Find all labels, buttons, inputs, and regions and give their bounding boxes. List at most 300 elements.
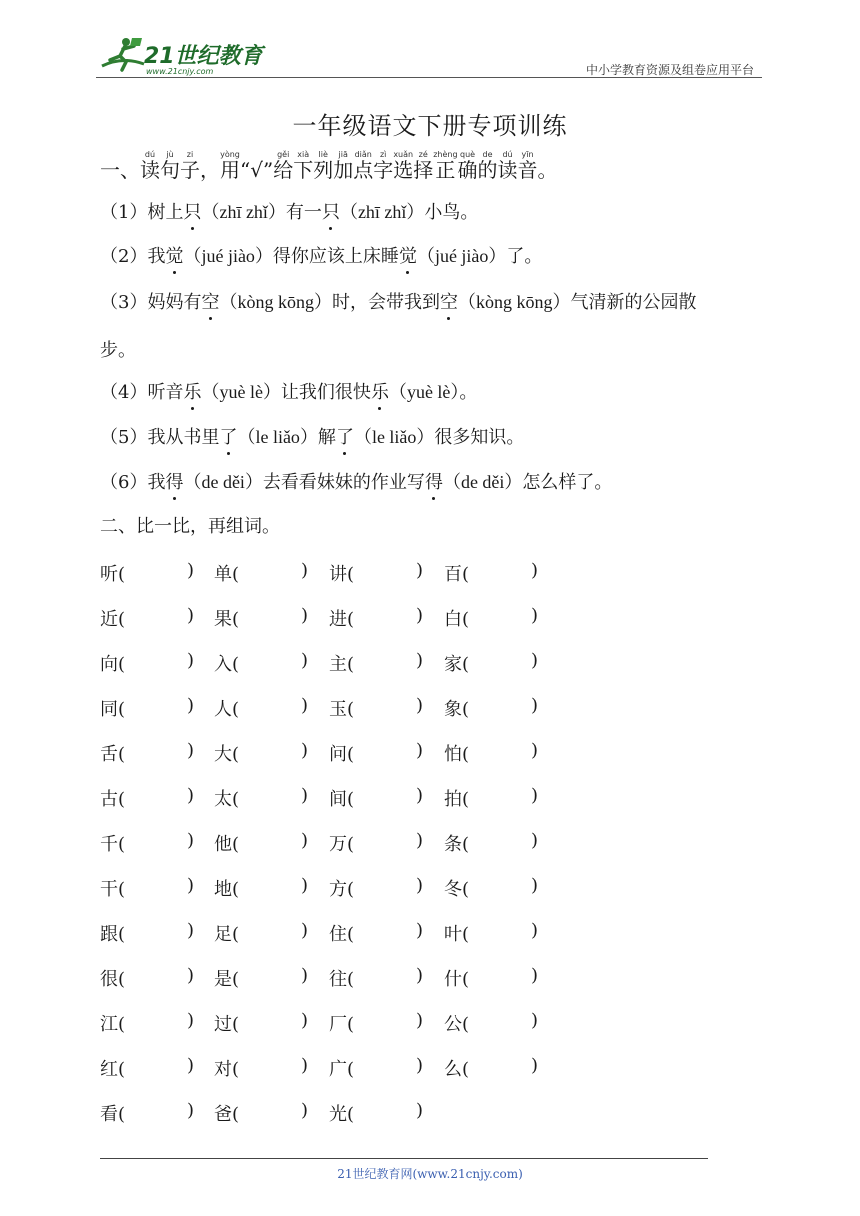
dotted-char: 了 [336,423,354,449]
compare-char: 古 [100,789,118,810]
compare-char: 白 [444,609,462,630]
answer-blank-open: ( [347,744,355,765]
question-text: （ [457,292,476,313]
answer-blank-close: ) [416,605,424,626]
answer-blank-open: ( [462,1059,470,1080]
instruction-han: 。 [537,158,558,182]
compare-cell[interactable] [329,740,424,766]
section2-heading: 二、比一比，再组词。 [100,516,280,537]
answer-blank-close: ) [301,830,309,851]
dotted-char: 了 [219,423,237,449]
answer-blank-open: ( [462,834,470,855]
pinyin-option[interactable]: zhī zhǐ [357,202,407,222]
dotted-char: 乐 [371,378,389,404]
question-text: ）得你应该上床睡 [254,246,399,267]
instruction-char [433,150,458,182]
question-text: （ [416,246,435,267]
question-text: ）怎么样了。 [504,472,613,493]
answer-blank-close: ) [301,875,309,896]
compare-char: 住 [329,924,347,945]
answer-blank-open: ( [347,789,355,810]
header-divider [96,77,762,78]
answer-blank-close: ) [416,785,424,806]
question-text: （ [388,382,407,403]
question-1 [100,198,478,224]
answer-blank-close: ) [301,1010,309,1031]
compare-char: 什 [444,969,462,990]
answer-blank-close: ) [416,875,424,896]
pinyin-option[interactable]: de děi [460,472,505,492]
compare-cell[interactable] [214,785,309,811]
compare-cell[interactable] [444,830,539,856]
compare-cell[interactable] [444,1055,539,1081]
answer-blank-close: ) [416,740,424,761]
compare-char: 千 [100,834,118,855]
compare-char: 拍 [444,789,462,810]
pinyin-option[interactable]: de děi [201,472,245,492]
compare-cell[interactable] [444,605,539,631]
compare-cell[interactable] [100,650,195,676]
answer-blank-open: ( [118,1014,126,1035]
instruction-char [313,150,334,182]
instruction-char [497,150,518,182]
instruction-pinyin: xià [293,150,314,159]
instruction-char [273,150,294,182]
compare-char: 万 [329,834,347,855]
instruction-pinyin: gěi [273,150,294,159]
compare-char: 他 [214,834,232,855]
question-text: ）让我们很快 [262,382,371,403]
answer-blank-close: ) [187,560,195,581]
pinyin-option[interactable]: kòng kōng [475,292,553,312]
instruction-char [538,158,558,182]
site-logo [96,36,266,78]
instruction-char [457,150,478,182]
compare-char: 红 [100,1059,118,1080]
compare-cell[interactable] [444,965,539,991]
question-text: （ [353,427,372,448]
answer-blank-close: ) [416,695,424,716]
compare-cell[interactable] [100,605,195,631]
answer-blank-open: ( [118,924,126,945]
answer-blank-open: ( [232,834,240,855]
instruction-han: “√” [240,158,274,182]
pinyin-option[interactable]: le liǎo [371,427,417,447]
question-text: ）气清新的公园散 [552,292,697,313]
compare-char: 爸 [214,1104,232,1125]
answer-blank-close: ) [301,1100,309,1121]
instruction-char [413,150,434,182]
instruction-char [200,158,220,182]
compare-cell[interactable] [329,605,424,631]
instruction-han: 点 [353,158,374,182]
question-text: （ [201,382,220,403]
question-text: （ [183,472,202,493]
compare-char: 条 [444,834,462,855]
answer-blank-open: ( [232,1059,240,1080]
answer-blank-close: ) [301,695,309,716]
answer-blank-open: ( [232,699,240,720]
instruction-han: 读 [497,158,518,182]
answer-blank-open: ( [118,1104,126,1125]
question-text: （ [237,427,256,448]
question-text: （4）听音 [100,382,184,403]
compare-char: 是 [214,969,232,990]
instruction-han: 给 [273,158,294,182]
answer-blank-open: ( [462,744,470,765]
instruction-char [477,150,498,182]
pinyin-option[interactable]: jué jiào [201,246,255,266]
answer-blank-open: ( [118,879,126,900]
instruction-pinyin: de [477,150,498,159]
dotted-char: 空 [201,288,219,314]
compare-cell[interactable] [329,1010,424,1036]
compare-cell[interactable] [100,830,195,856]
question-text: （2）我 [100,246,166,267]
answer-blank-close: ) [416,1055,424,1076]
compare-cell[interactable] [444,695,539,721]
dotted-char: 乐 [183,378,201,404]
compare-cell[interactable] [214,875,309,901]
answer-blank-close: ) [531,785,539,806]
instruction-char [220,150,240,182]
answer-blank-open: ( [118,789,126,810]
compare-char: 玉 [329,699,347,720]
compare-cell[interactable] [214,920,309,946]
answer-blank-close: ) [416,920,424,941]
instruction-pinyin: xuǎn [393,150,414,159]
question-text: （ [339,202,358,223]
answer-blank-open: ( [347,699,355,720]
answer-blank-close: ) [301,560,309,581]
compare-cell[interactable] [100,740,195,766]
compare-char: 问 [329,744,347,765]
instruction-pinyin: diǎn [353,150,374,159]
question-text: ）很多知识。 [416,427,525,448]
compare-cell[interactable] [329,560,424,586]
compare-cell[interactable] [444,740,539,766]
compare-cell[interactable] [100,1100,195,1126]
compare-char: 进 [329,609,347,630]
answer-blank-open: ( [462,879,470,900]
pinyin-option[interactable]: kòng kōng [237,292,314,312]
answer-blank-close: ) [416,1010,424,1031]
answer-blank-open: ( [347,834,355,855]
compare-cell[interactable] [444,875,539,901]
answer-blank-open: ( [232,1104,240,1125]
compare-cell[interactable] [329,785,424,811]
compare-char: 很 [100,969,118,990]
question-2 [100,242,542,268]
compare-char: 大 [214,744,232,765]
question-text: ）解 [299,427,336,448]
compare-char: 广 [329,1059,347,1080]
compare-char: 冬 [444,879,462,900]
compare-cell[interactable] [329,920,424,946]
footer-source: 21世纪教育网(www.21cnjy.com) [337,1167,523,1181]
answer-blank-close: ) [531,740,539,761]
instruction-han: 句 [160,158,180,182]
instruction-pinyin: yīn [517,150,538,159]
instruction-char [373,150,394,182]
compare-char: 公 [444,1014,462,1035]
question-text: ）有一 [267,202,322,223]
answer-blank-close: ) [301,740,309,761]
answer-blank-open: ( [462,654,470,675]
answer-blank-open: ( [232,744,240,765]
question-text: （3）妈妈有 [100,292,202,313]
answer-blank-open: ( [462,924,470,945]
header-platform-label: 中小学教育资源及组卷应用平台 [585,63,754,77]
instruction-pinyin: jiā [333,150,354,159]
compare-cell[interactable] [329,1100,424,1126]
answer-blank-close: ) [416,830,424,851]
question-3-continued: 步。 [100,340,136,361]
dotted-char: 得 [425,468,443,494]
answer-blank-close: ) [301,965,309,986]
compare-cell[interactable] [100,560,195,586]
answer-blank-close: ) [301,605,309,626]
dotted-char: 得 [165,468,183,494]
compare-char: 讲 [329,564,347,585]
answer-blank-open: ( [118,654,126,675]
answer-blank-close: ) [531,965,539,986]
compare-char: 方 [329,879,347,900]
compare-char: 象 [444,699,462,720]
answer-blank-open: ( [462,969,470,990]
pinyin-option[interactable]: yuè lè [406,382,451,402]
compare-cell[interactable] [444,920,539,946]
compare-cell[interactable] [214,1100,309,1126]
dotted-char: 觉 [165,242,183,268]
answer-blank-close: ) [187,785,195,806]
instruction-han: 用 [220,158,240,182]
answer-blank-close: ) [187,965,195,986]
pinyin-option[interactable]: jué jiào [434,246,489,266]
answer-blank-open: ( [462,564,470,585]
compare-char: 厂 [329,1014,347,1035]
compare-cell[interactable] [214,830,309,856]
answer-blank-close: ) [187,650,195,671]
question-3 [100,288,696,314]
answer-blank-close: ) [531,830,539,851]
compare-char: 人 [214,699,232,720]
answer-blank-close: ) [187,875,195,896]
dotted-char: 只 [183,198,201,224]
logo-text: 21世纪教育 [144,44,263,69]
instruction-char [353,150,374,182]
compare-cell[interactable] [329,875,424,901]
compare-cell[interactable] [214,1055,309,1081]
compare-char: 间 [329,789,347,810]
instruction-han: 正 [433,158,458,182]
instruction-han: 的 [477,158,498,182]
answer-blank-open: ( [347,1104,355,1125]
question-text: （ [183,246,202,267]
compare-cell[interactable] [214,695,309,721]
instruction-char [140,150,160,182]
compare-char: 过 [214,1014,232,1035]
answer-blank-open: ( [118,969,126,990]
compare-char: 主 [329,654,347,675]
answer-blank-open: ( [232,1014,240,1035]
section1-number: 一、 [100,158,140,182]
answer-blank-open: ( [118,564,126,585]
question-text: （1）树上 [100,202,184,223]
answer-blank-open: ( [462,1014,470,1035]
compare-cell[interactable] [100,920,195,946]
answer-blank-open: ( [232,564,240,585]
answer-blank-close: ) [531,695,539,716]
answer-blank-close: ) [187,1010,195,1031]
compare-cell[interactable] [444,560,539,586]
runner-logo-icon [96,36,266,78]
answer-blank-open: ( [347,564,355,585]
question-text: （5）我从书里 [100,427,220,448]
compare-char: 舌 [100,744,118,765]
answer-blank-close: ) [187,1055,195,1076]
answer-blank-close: ) [187,920,195,941]
question-4 [100,378,477,404]
compare-cell[interactable] [214,650,309,676]
answer-blank-close: ) [531,920,539,941]
answer-blank-open: ( [232,654,240,675]
instruction-char [393,150,414,182]
answer-blank-open: ( [347,609,355,630]
page-title: 一年级语文下册专项训练 [292,112,568,140]
compare-cell[interactable] [329,650,424,676]
answer-blank-open: ( [118,609,126,630]
answer-blank-close: ) [301,650,309,671]
compare-char: 单 [214,564,232,585]
answer-blank-open: ( [462,789,470,810]
instruction-pinyin: jù [160,150,180,159]
instruction-pinyin: què [457,150,478,159]
compare-cell[interactable] [214,965,309,991]
answer-blank-open: ( [462,609,470,630]
compare-cell[interactable] [214,740,309,766]
compare-cell[interactable] [329,830,424,856]
question-text: ）小鸟。 [406,202,479,223]
compare-char: 近 [100,609,118,630]
instruction-pinyin: yòng [220,150,240,159]
answer-blank-close: ) [531,875,539,896]
section1-instruction [100,150,558,183]
instruction-han: 读 [140,158,160,182]
question-text: （ [442,472,461,493]
answer-blank-open: ( [462,699,470,720]
answer-blank-close: ) [416,965,424,986]
answer-blank-close: ) [301,1055,309,1076]
instruction-char [240,158,273,182]
dotted-char: 只 [322,198,340,224]
compare-char: 入 [214,654,232,675]
answer-blank-open: ( [232,609,240,630]
pinyin-option[interactable]: le liǎo [255,427,300,447]
instruction-pinyin: dú [140,150,160,159]
question-text: （6）我 [100,472,166,493]
instruction-han: 择 [413,158,434,182]
instruction-pinyin: zhèng [433,150,458,159]
answer-blank-open: ( [347,924,355,945]
answer-blank-open: ( [232,924,240,945]
question-text: （ [201,202,220,223]
compare-char: 果 [214,609,232,630]
instruction-pinyin: zi [180,150,200,159]
compare-char: 百 [444,564,462,585]
answer-blank-close: ) [187,830,195,851]
instruction-pinyin: zé [413,150,434,159]
answer-blank-close: ) [416,650,424,671]
answer-blank-close: ) [531,1055,539,1076]
compare-cell[interactable] [329,695,424,721]
compare-cell[interactable] [329,1055,424,1081]
pinyin-option[interactable]: yuè lè [219,382,263,402]
answer-blank-open: ( [118,1059,126,1080]
compare-cell[interactable] [100,695,195,721]
compare-cell[interactable] [444,1010,539,1036]
dotted-char: 觉 [399,242,417,268]
compare-cell[interactable] [100,785,195,811]
answer-blank-close: ) [531,1010,539,1031]
compare-char: 足 [214,924,232,945]
pinyin-option[interactable]: zhī zhǐ [219,202,268,222]
question-text: （ [219,292,238,313]
compare-cell[interactable] [444,785,539,811]
question-text: ）去看看妹妹的作业写 [244,472,425,493]
answer-blank-open: ( [347,1014,355,1035]
compare-char: 向 [100,654,118,675]
logo-url: www.21cnjy.com [146,67,214,76]
compare-char: 跟 [100,924,118,945]
compare-cell[interactable] [214,1010,309,1036]
compare-cell[interactable] [444,650,539,676]
instruction-han: ， [200,158,220,182]
answer-blank-close: ) [187,1100,195,1121]
answer-blank-close: ) [416,1100,424,1121]
compare-cell[interactable] [100,965,195,991]
compare-char: 么 [444,1059,462,1080]
compare-cell[interactable] [100,875,195,901]
instruction-han: 加 [333,158,354,182]
instruction-char [160,150,180,182]
instruction-han: 列 [313,158,334,182]
compare-cell[interactable] [214,605,309,631]
compare-char: 家 [444,654,462,675]
answer-blank-open: ( [232,879,240,900]
answer-blank-close: ) [301,785,309,806]
instruction-han: 选 [393,158,414,182]
compare-cell[interactable] [329,965,424,991]
dotted-char: 空 [440,288,458,314]
compare-cell[interactable] [214,560,309,586]
instruction-pinyin: dú [497,150,518,159]
answer-blank-close: ) [416,560,424,581]
instruction-pinyin: liè [313,150,334,159]
question-text: ）时，会带我到 [313,292,440,313]
instruction-pinyin: zì [373,150,394,159]
footer-divider [100,1158,708,1159]
instruction-char [517,150,538,182]
compare-cell[interactable] [100,1055,195,1081]
compare-char: 光 [329,1104,347,1125]
instruction-han: 音 [517,158,538,182]
compare-char: 同 [100,699,118,720]
compare-cell[interactable] [100,1010,195,1036]
question-5 [100,423,524,449]
compare-char: 听 [100,564,118,585]
instruction-char [180,150,200,182]
